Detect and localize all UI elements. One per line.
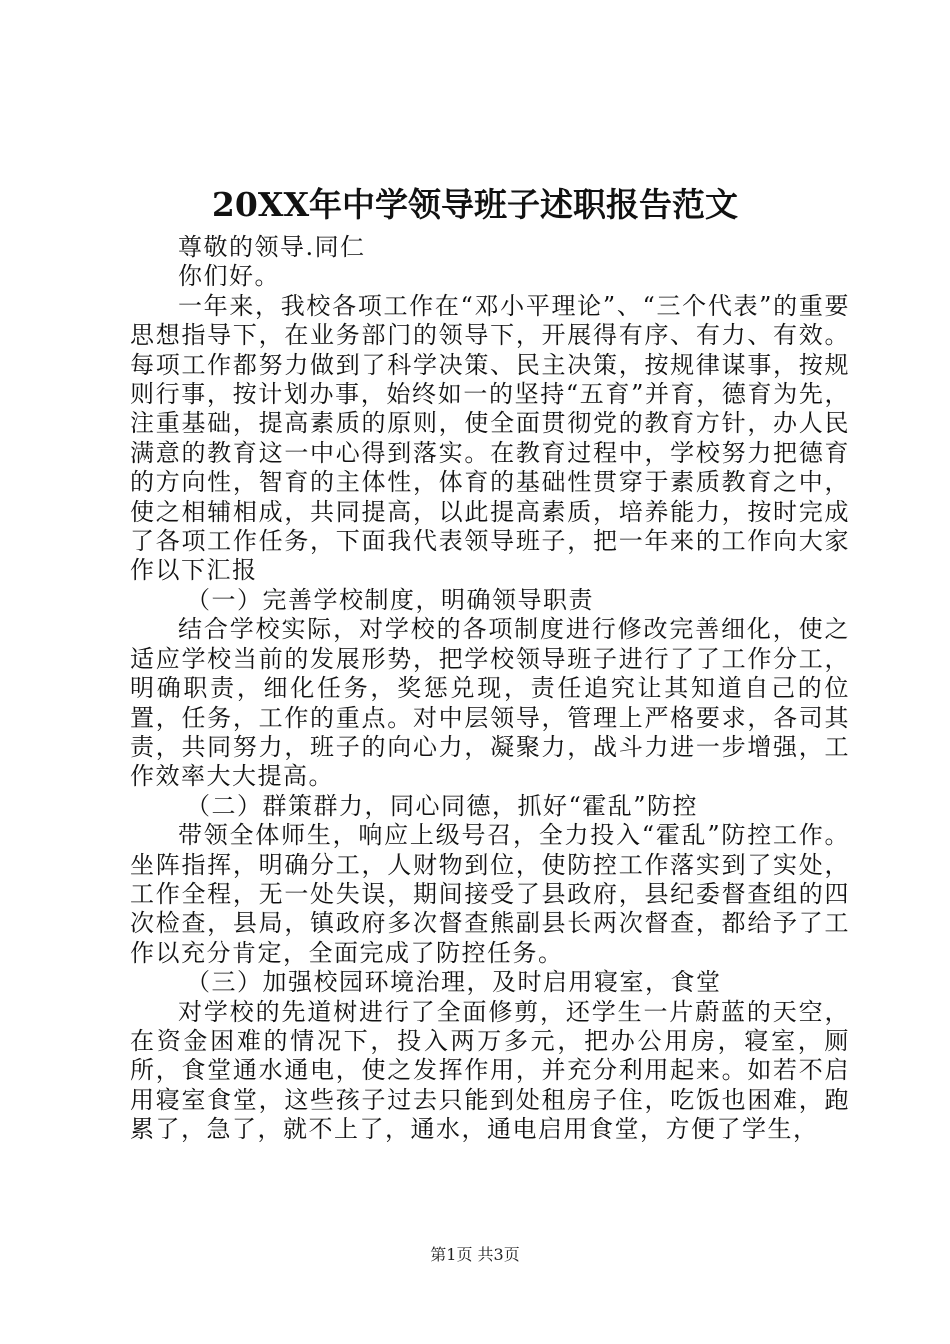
salutation: 尊敬的领导.同仁: [178, 233, 366, 261]
section-heading-2: （二）群策群力，同心同德，抓好“霍乱”防控: [186, 791, 699, 820]
paragraph-section-1: 结合学校实际，对学校的各项制度进行修改完善细化，使之适应学校当前的发展形势，把学校领导班子进行了了工作分工，明确职责，细化任务，奖惩兑现，责任追究让其知道自己的位置，任务，工作的重点。对中层领导，管理上严格要求，各司其责，共同努力，班子的向心力，凝聚力，战斗力进一步增强，工作效率大大提高。: [130, 615, 850, 791]
page-footer: 第1页 共3页: [430, 1245, 520, 1264]
paragraph-section-3: 对学校的先道树进行了全面修剪，还学生一片蔚蓝的天空，在资金困难的情况下，投入两万多元，把办公用房，寝室，厕所，食堂通水通电，使之发挥作用，并充分利用起来。如若不启用寝室食堂，这些孩子过去只能到处租房子住，吃饭也困难，跑累了，急了，就不上了，通水，通电启用食堂，方便了学生，: [130, 997, 850, 1144]
greeting: 你们好。: [178, 262, 280, 291]
document-body: [130, 233, 850, 1145]
section-heading-1: （一）完善学校制度，明确领导职责: [186, 585, 594, 614]
paragraph-section-2: 带领全体师生，响应上级号召，全力投入“霍乱”防控工作。坐阵指挥，明确分工，人财物到位，使防控工作落实到了实处，工作全程，无一处失误，期间接受了县政府，县纪委督查组的四次检查，县局，镇政府多次督查熊副县长两次督查，都给予了工作以充分肯定，全面完成了防控任务。: [130, 821, 850, 967]
paragraph-intro: 一年来，我校各项工作在“邓小平理论”、“三个代表”的重要思想指导下，在业务部门的领导下，开展得有序、有力、有效。每项工作都努力做到了科学决策、民主决策，按规律谋事，按规则行事，按计划办事，始终如一的坚持“五育”并育，德育为先，注重基础，提高素质的原则，使全面贯彻党的教育方针，办人民满意的教育这一中心得到落实。在教育过程中，学校努力把德育的方向性，智育的主体性，体育的基础性贯穿于素质教育之中，使之相辅相成，共同提高，以此提高素质，培养能力，按时完成了各项工作任务，下面我代表领导班子，把一年来的工作向大家作以下汇报: [130, 291, 850, 585]
document-title: 20XX年中学领导班子述职报告范文: [211, 185, 739, 224]
section-heading-3: （三）加强校园环境治理，及时启用寝室，食堂: [186, 968, 722, 997]
